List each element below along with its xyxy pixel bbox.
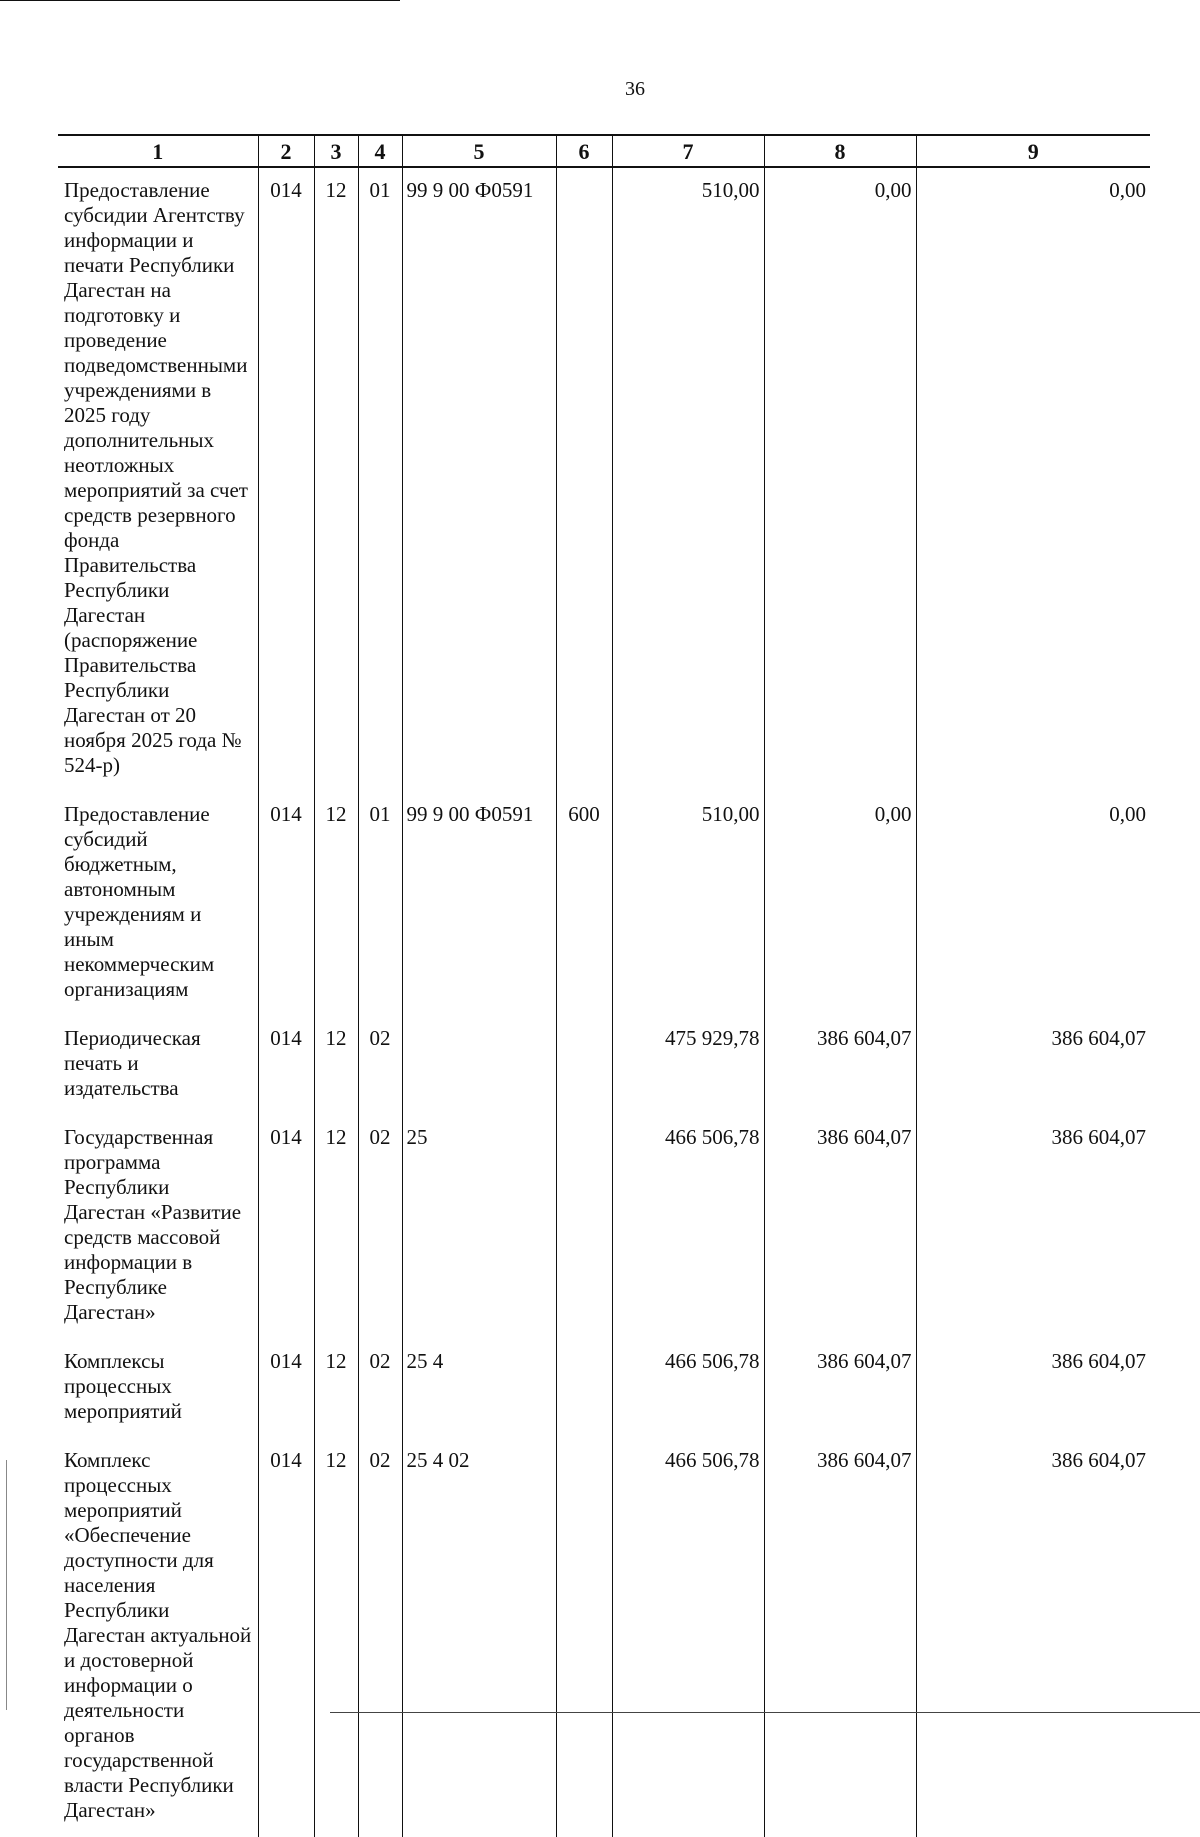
col-header-7: 7 <box>612 135 764 167</box>
row-csr: 25 <box>402 1115 556 1339</box>
row-sum2: 0,00 <box>764 167 916 792</box>
row-sum2: 0,00 <box>764 792 916 1016</box>
row-vr: 600 <box>556 792 612 1016</box>
col-header-9: 9 <box>916 135 1150 167</box>
row-csr: 25 4 02 <box>402 1438 556 1837</box>
table-row <box>58 1115 1150 1339</box>
row-sum1: 475 929,78 <box>612 1016 764 1115</box>
page-bottom-edge-line <box>330 1712 1200 1713</box>
row-csr: 99 9 00 Ф0591 <box>402 792 556 1016</box>
row-vr <box>556 1339 612 1438</box>
table-row <box>58 1438 1150 1837</box>
row-sum3: 386 604,07 <box>916 1016 1150 1115</box>
row-grbs: 014 <box>258 792 314 1016</box>
row-name: Комплексы процессных мероприятий <box>64 1349 182 1423</box>
row-rz: 12 <box>314 167 358 792</box>
page-top-edge-line <box>0 0 400 1</box>
row-sum1: 466 506,78 <box>612 1438 764 1837</box>
table-row <box>58 1016 1150 1115</box>
budget-table <box>58 134 1150 1837</box>
row-pr: 01 <box>358 167 402 792</box>
row-csr: 25 4 <box>402 1339 556 1438</box>
row-sum2: 386 604,07 <box>764 1016 916 1115</box>
col-header-2: 2 <box>258 135 314 167</box>
row-name: Предоставление субсидии Агентству информации и печати Республики Дагестан на подготовку и проведение подведомственными учреждениями в 2025 году дополнительных неотложных мероприятий за счет средств резервного фонда Правительства Республики Дагестан (распоряжение Правительства Республики Дагестан от 20 ноября 2025 года № 524-р) <box>64 178 248 777</box>
row-pr: 02 <box>358 1339 402 1438</box>
row-grbs: 014 <box>258 1115 314 1339</box>
page-number: 36 <box>625 78 645 100</box>
col-header-8: 8 <box>764 135 916 167</box>
row-grbs: 014 <box>258 1016 314 1115</box>
row-name: Государственная программа Республики Дагестан «Развитие средств массовой информации в Республике Дагестан» <box>64 1125 242 1324</box>
row-rz: 12 <box>314 1438 358 1837</box>
row-sum1: 510,00 <box>612 792 764 1016</box>
table-row <box>58 167 1150 792</box>
row-sum1: 466 506,78 <box>612 1339 764 1438</box>
row-sum2: 386 604,07 <box>764 1339 916 1438</box>
row-sum3: 0,00 <box>916 792 1150 1016</box>
row-rz: 12 <box>314 1339 358 1438</box>
row-vr <box>556 167 612 792</box>
row-sum3: 0,00 <box>916 167 1150 792</box>
row-sum3: 386 604,07 <box>916 1438 1150 1837</box>
row-vr <box>556 1016 612 1115</box>
row-name: Комплекс процессных мероприятий «Обеспечение доступности для населения Республики Дагестан актуальной и достоверной информации о деятельности органов государственной власти Республики Дагестан» <box>64 1448 252 1822</box>
row-sum1: 510,00 <box>612 167 764 792</box>
row-name: Периодическая печать и издательства <box>64 1026 201 1100</box>
col-header-6: 6 <box>556 135 612 167</box>
row-sum1: 466 506,78 <box>612 1115 764 1339</box>
row-pr: 01 <box>358 792 402 1016</box>
col-header-5: 5 <box>402 135 556 167</box>
row-sum3: 386 604,07 <box>916 1339 1150 1438</box>
row-vr <box>556 1438 612 1837</box>
row-grbs: 014 <box>258 1339 314 1438</box>
row-pr: 02 <box>358 1438 402 1837</box>
row-rz: 12 <box>314 1115 358 1339</box>
row-sum2: 386 604,07 <box>764 1438 916 1837</box>
row-rz: 12 <box>314 1016 358 1115</box>
row-csr: 99 9 00 Ф0591 <box>402 167 556 792</box>
row-name: Предоставление субсидий бюджетным, автономным учреждениям и иным некоммерческим организациям <box>64 802 215 1001</box>
col-header-4: 4 <box>358 135 402 167</box>
table-row <box>58 792 1150 1016</box>
row-sum3: 386 604,07 <box>916 1115 1150 1339</box>
row-pr: 02 <box>358 1016 402 1115</box>
col-header-3: 3 <box>314 135 358 167</box>
row-csr <box>402 1016 556 1115</box>
row-sum2: 386 604,07 <box>764 1115 916 1339</box>
row-grbs: 014 <box>258 1438 314 1837</box>
scan-left-edge-line <box>6 1460 7 1710</box>
row-vr <box>556 1115 612 1339</box>
table-row <box>58 1339 1150 1438</box>
row-grbs: 014 <box>258 167 314 792</box>
table-header-row <box>58 135 1150 167</box>
col-header-1: 1 <box>58 135 258 167</box>
row-pr: 02 <box>358 1115 402 1339</box>
row-rz: 12 <box>314 792 358 1016</box>
